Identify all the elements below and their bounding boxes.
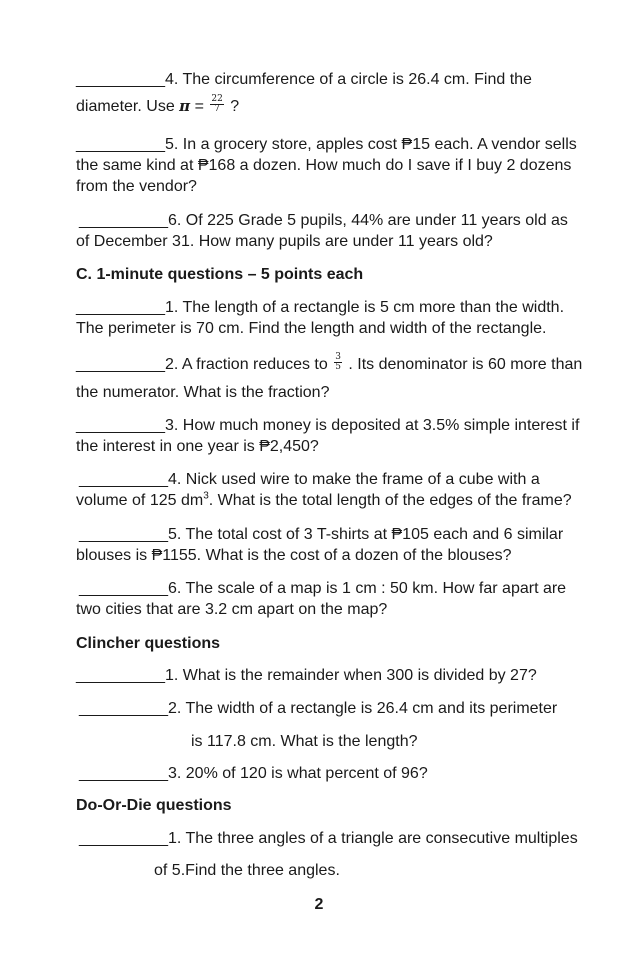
- question-b4-line1: __________4. The circumference of a circle is 26.4 cm. Find the: [76, 71, 532, 88]
- question-c3-line2: the interest in one year is ₱2,450?: [76, 438, 319, 455]
- question-b6-line2: of December 31. How many pupils are under 11 years old?: [76, 233, 493, 250]
- question-c5-line2: blouses is ₱1155. What is the cost of a dozen of the blouses?: [76, 547, 512, 564]
- question-c6-line1: __________6. The scale of a map is 1 cm : 50 km. How far apart are: [79, 580, 567, 597]
- answer-blank[interactable]: __________: [76, 136, 165, 153]
- question-b5-line3: from the vendor?: [76, 178, 197, 195]
- question-b6-line1: __________6. Of 225 Grade 5 pupils, 44% are under 11 years old as: [79, 212, 568, 229]
- clincher-q3-line1: __________3. 20% of 120 is what percent of 96?: [79, 765, 428, 782]
- question-b5-line2: the same kind at ₱168 a dozen. How much do I save if I buy 2 dozens: [76, 157, 572, 174]
- clincher-q2-line1: __________2. The width of a rectangle is 26.4 cm and its perimeter: [79, 700, 558, 717]
- do-or-die-q1-line1: __________1. The three angles of a triangle are consecutive multiples: [79, 830, 578, 847]
- answer-blank[interactable]: __________: [79, 830, 168, 847]
- answer-blank[interactable]: __________: [76, 299, 165, 316]
- do-or-die-heading: Do-Or-Die questions: [76, 797, 232, 814]
- answer-blank[interactable]: __________: [76, 667, 165, 684]
- question-c4-line2: volume of 125 $dm^3$. What is the total length of the edges of the frame?: [76, 490, 572, 509]
- question-c2-line1: __________2. A fraction reduces to $\frac{3}{5}$ . Its denominator is 60 more than: [76, 352, 583, 373]
- question-c4-line1: __________4. Nick used wire to make the frame of a cube with a: [79, 471, 540, 488]
- question-c3-line1: __________3. How much money is deposited at 3.5% simple interest if: [76, 417, 580, 434]
- answer-blank[interactable]: __________: [76, 417, 165, 434]
- answer-blank[interactable]: __________: [79, 212, 168, 229]
- answer-blank[interactable]: __________: [76, 71, 165, 88]
- question-c1-line1: __________1. The length of a rectangle is 5 cm more than the width.: [76, 299, 565, 316]
- question-c1-line2: The perimeter is 70 cm. Find the length and width of the rectangle.: [76, 320, 547, 337]
- question-c2-line2: the numerator. What is the fraction?: [76, 384, 330, 401]
- section-c-heading: C. 1-minute questions – 5 points each: [76, 266, 364, 283]
- do-or-die-q1-line2: of 5.Find the three angles.: [154, 862, 340, 879]
- clincher-q1-line1: __________1. What is the remainder when 300 is divided by 27?: [76, 667, 537, 684]
- fraction-3-5: $\frac{3}{5}$: [335, 352, 341, 373]
- question-b5-line1: __________5. In a grocery store, apples cost ₱15 each. A vendor sells: [76, 136, 577, 153]
- question-c5-line1: __________5. The total cost of 3 T-shirts at ₱105 each and 6 similar: [79, 526, 564, 543]
- question-c6-line2: two cities that are 3.2 cm apart on the map?: [76, 601, 388, 618]
- clincher-heading: Clincher questions: [76, 635, 221, 652]
- answer-blank[interactable]: __________: [79, 471, 168, 488]
- fraction-22-7: $\frac{22}{7}$: [211, 94, 223, 115]
- answer-blank[interactable]: __________: [79, 526, 168, 543]
- question-b4-line2: diameter. Use π = $\frac{22}{7}$ ?: [76, 94, 240, 115]
- answer-blank[interactable]: __________: [79, 765, 168, 782]
- superscript-3: 3: [203, 490, 209, 502]
- answer-blank[interactable]: __________: [76, 356, 165, 373]
- page-number: 2: [314, 896, 324, 913]
- pi-symbol: π: [179, 97, 191, 115]
- clincher-q2-line2: is 117.8 cm. What is the length?: [191, 733, 418, 750]
- answer-blank[interactable]: __________: [79, 700, 168, 717]
- answer-blank[interactable]: __________: [79, 580, 168, 597]
